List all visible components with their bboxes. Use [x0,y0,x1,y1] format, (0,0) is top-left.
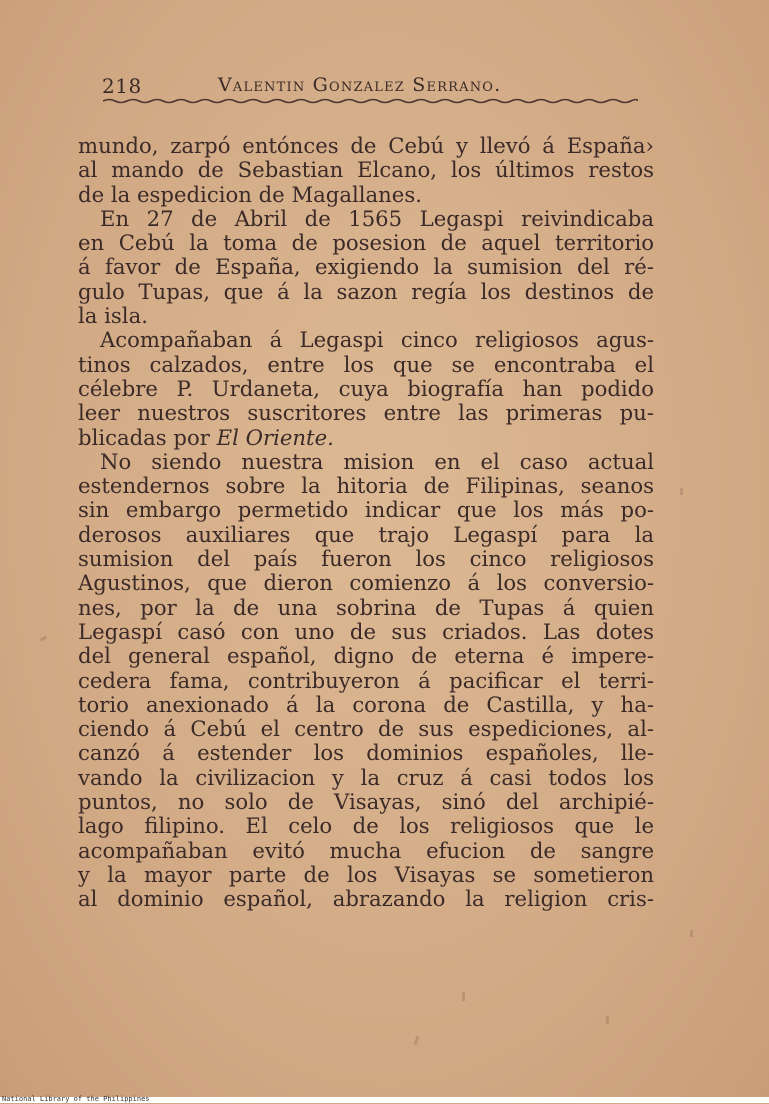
text-line: sin embargo permetido indicar que los más po- [78,497,654,523]
text-line: al dominio español, abrazando la religion cris- [78,886,654,912]
text-line: del general español, digno de eterna é impere- [78,643,654,669]
text-line: nes, por la de una sobrina de Tupas á quien [78,594,654,620]
text-line: Legaspí casó con uno de sus criados. Las dotes [78,618,654,644]
body-text [78,134,654,912]
text-line: derosos auxiliares que trajo Legaspí para la [78,521,654,547]
text-line: leer nuestros suscritores entre las primeras pu- [78,400,654,426]
text-line: tinos calzados, entre los que se encontraba el [78,351,654,377]
text-line: estendernos sobre la hitoria de Filipinas, seanos [78,473,654,499]
text-line: ciendo á Cebú el centro de sus espediciones, al- [78,716,654,742]
text-line: de la espedicion de Magallanes. [78,181,422,207]
periodical-title: El Oriente. [216,424,334,450]
paper-speck [606,1016,609,1024]
text-line: acompañaban evitó mucha efucion de sangre [78,837,654,863]
paragraph-start: No siendo nuestra mision en el caso actual [100,448,654,474]
paper-speck [414,1036,420,1045]
text-line: mundo, zarpó entónces de Cebú y llevó á España› [78,133,654,158]
text-fragment: blicadas por [78,424,210,450]
text-line: Agustinos, que dieron comienzo á los conversio- [78,570,654,596]
text-line [78,426,654,450]
paper-speck [462,992,465,1001]
text-line: en Cebú la toma de posesion de aquel territorio [78,230,654,256]
text-line: la isla. [78,303,148,329]
paper-speck [690,930,693,937]
page-number: 218 [102,74,142,98]
running-head: Valentin Gonzalez Serrano. [218,74,502,96]
text-line: sumision del país fueron los cinco religiosos [78,546,654,572]
text-line: y la mayor parte de los Visayas se sometieron [78,861,654,887]
text-line: vando la civilizacion y la cruz á casi todos los [78,764,654,790]
text-line: á favor de España, exigiendo la sumision del ré- [78,254,654,280]
paragraph-start: Acompañaban á Legaspi cinco religiosos agus- [100,327,654,353]
paper-speck [680,488,683,495]
text-line: al mando de Sebastian Elcano, los últimos restos [78,157,654,183]
footer-strip [0,1097,769,1103]
text-line: lago filipino. El celo de los religiosos que le [78,813,654,839]
paper-speck [40,635,48,641]
library-credit: National Library of the Philippines [2,1095,150,1103]
text-line: cedera fama, contribuyeron á pacificar el terri- [78,667,654,693]
text-line: canzó á estender los dominios españoles, lle- [78,740,654,766]
header-rule [103,98,638,104]
text-line: gulo Tupas, que á la sazon regía los destinos de [78,278,654,304]
paragraph-start: En 27 de Abril de 1565 Legaspi reivindicaba [100,205,654,231]
text-line: torio anexionado á la corona de Castilla, y ha- [78,691,654,717]
text-line: puntos, no solo de Visayas, sinó del archipié- [78,789,654,815]
text-line: célebre P. Urdaneta, cuya biografía han podido [78,375,654,401]
